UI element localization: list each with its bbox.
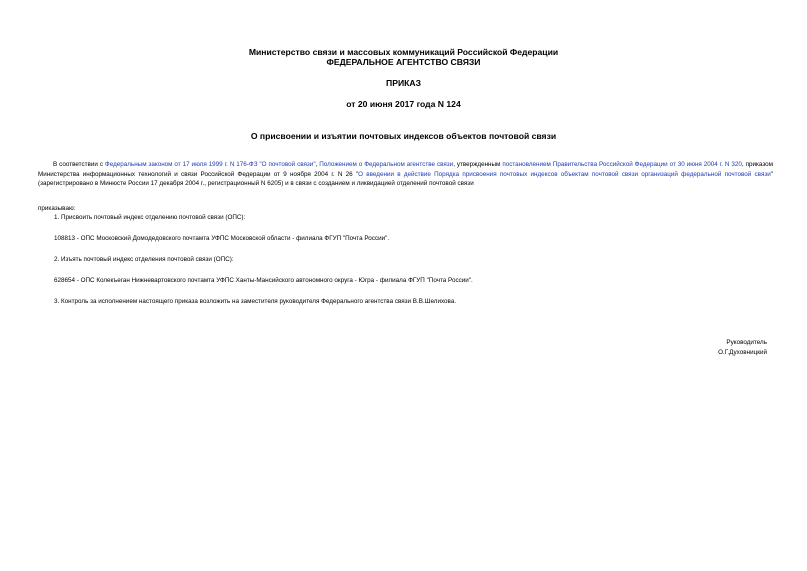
signature-name: О.Г.Духовницкий [718, 349, 767, 356]
item-2: 2. Изъять почтовый индекс отделения почтовой связи (ОПС): [54, 256, 234, 263]
document-subject: О присвоении и изъятии почтовых индексов объектов почтовой связи [250, 131, 557, 141]
preamble-paragraph [38, 160, 773, 189]
federal-law-link[interactable]: Федеральным законом от 17 июля 1999 г. N 176-ФЗ "О почтовой связи" [104, 161, 316, 168]
item-3: 3. Контроль за исполнением настоящего приказа возложить на заместителя руководителя Федерального агентства связи В.В.Шелихова. [54, 298, 457, 305]
preamble-text-4: , приказом Министерства информационных технологий и связи Российской Федерации от 9 ноября 2004 г. N 26 " [38, 161, 773, 178]
item-1: 1. Присвоить почтовый индекс отделению почтовой связи (ОПС): [54, 214, 246, 221]
postal-index-order-link[interactable]: О введении в действие Порядка присвоения почтовых индексов объектам почтовой связи организаций федеральной почтовой связи [358, 170, 771, 178]
order-word: приказываю: [38, 205, 76, 212]
ministry-name: Министерство связи и массовых коммуникаций Российской Федерации [248, 47, 559, 57]
preamble-text-2: , [315, 161, 320, 168]
preamble-text-1: В соответствии с [53, 161, 105, 168]
item-2-detail: 628654 - ОПС Колекъеган Нижневартовского почтамта УФПС Ханты-Мансийского автономного округа - Югра - филиала ФГУП "Почта России". [54, 277, 473, 284]
preamble-text-3: , утвержденным [453, 161, 503, 168]
government-decree-link[interactable]: постановлением Правительства Российской Федерации от 30 июня 2004 г. N 320 [502, 161, 742, 168]
document-date-number: от 20 июня 2017 года N 124 [346, 99, 461, 109]
document-type: ПРИКАЗ [386, 78, 421, 88]
item-1-detail: 108813 - ОПС Московский Домодедовского почтамта УФПС Московской области - филиала ФГУП "Почта России". [54, 235, 390, 242]
agency-name: ФЕДЕРАЛЬНОЕ АГЕНТСТВО СВЯЗИ [326, 57, 481, 67]
signature-title: Руководитель [726, 339, 767, 346]
preamble-text-5: " (зарегистрировано в Минюсте России 17 декабря 2004 г., регистрационный N 6205) и в связи с созданием и ликвидацией отделений почтовой связи [38, 170, 774, 187]
agency-regulation-link[interactable]: Положением о Федеральном агентстве связи [319, 161, 454, 168]
